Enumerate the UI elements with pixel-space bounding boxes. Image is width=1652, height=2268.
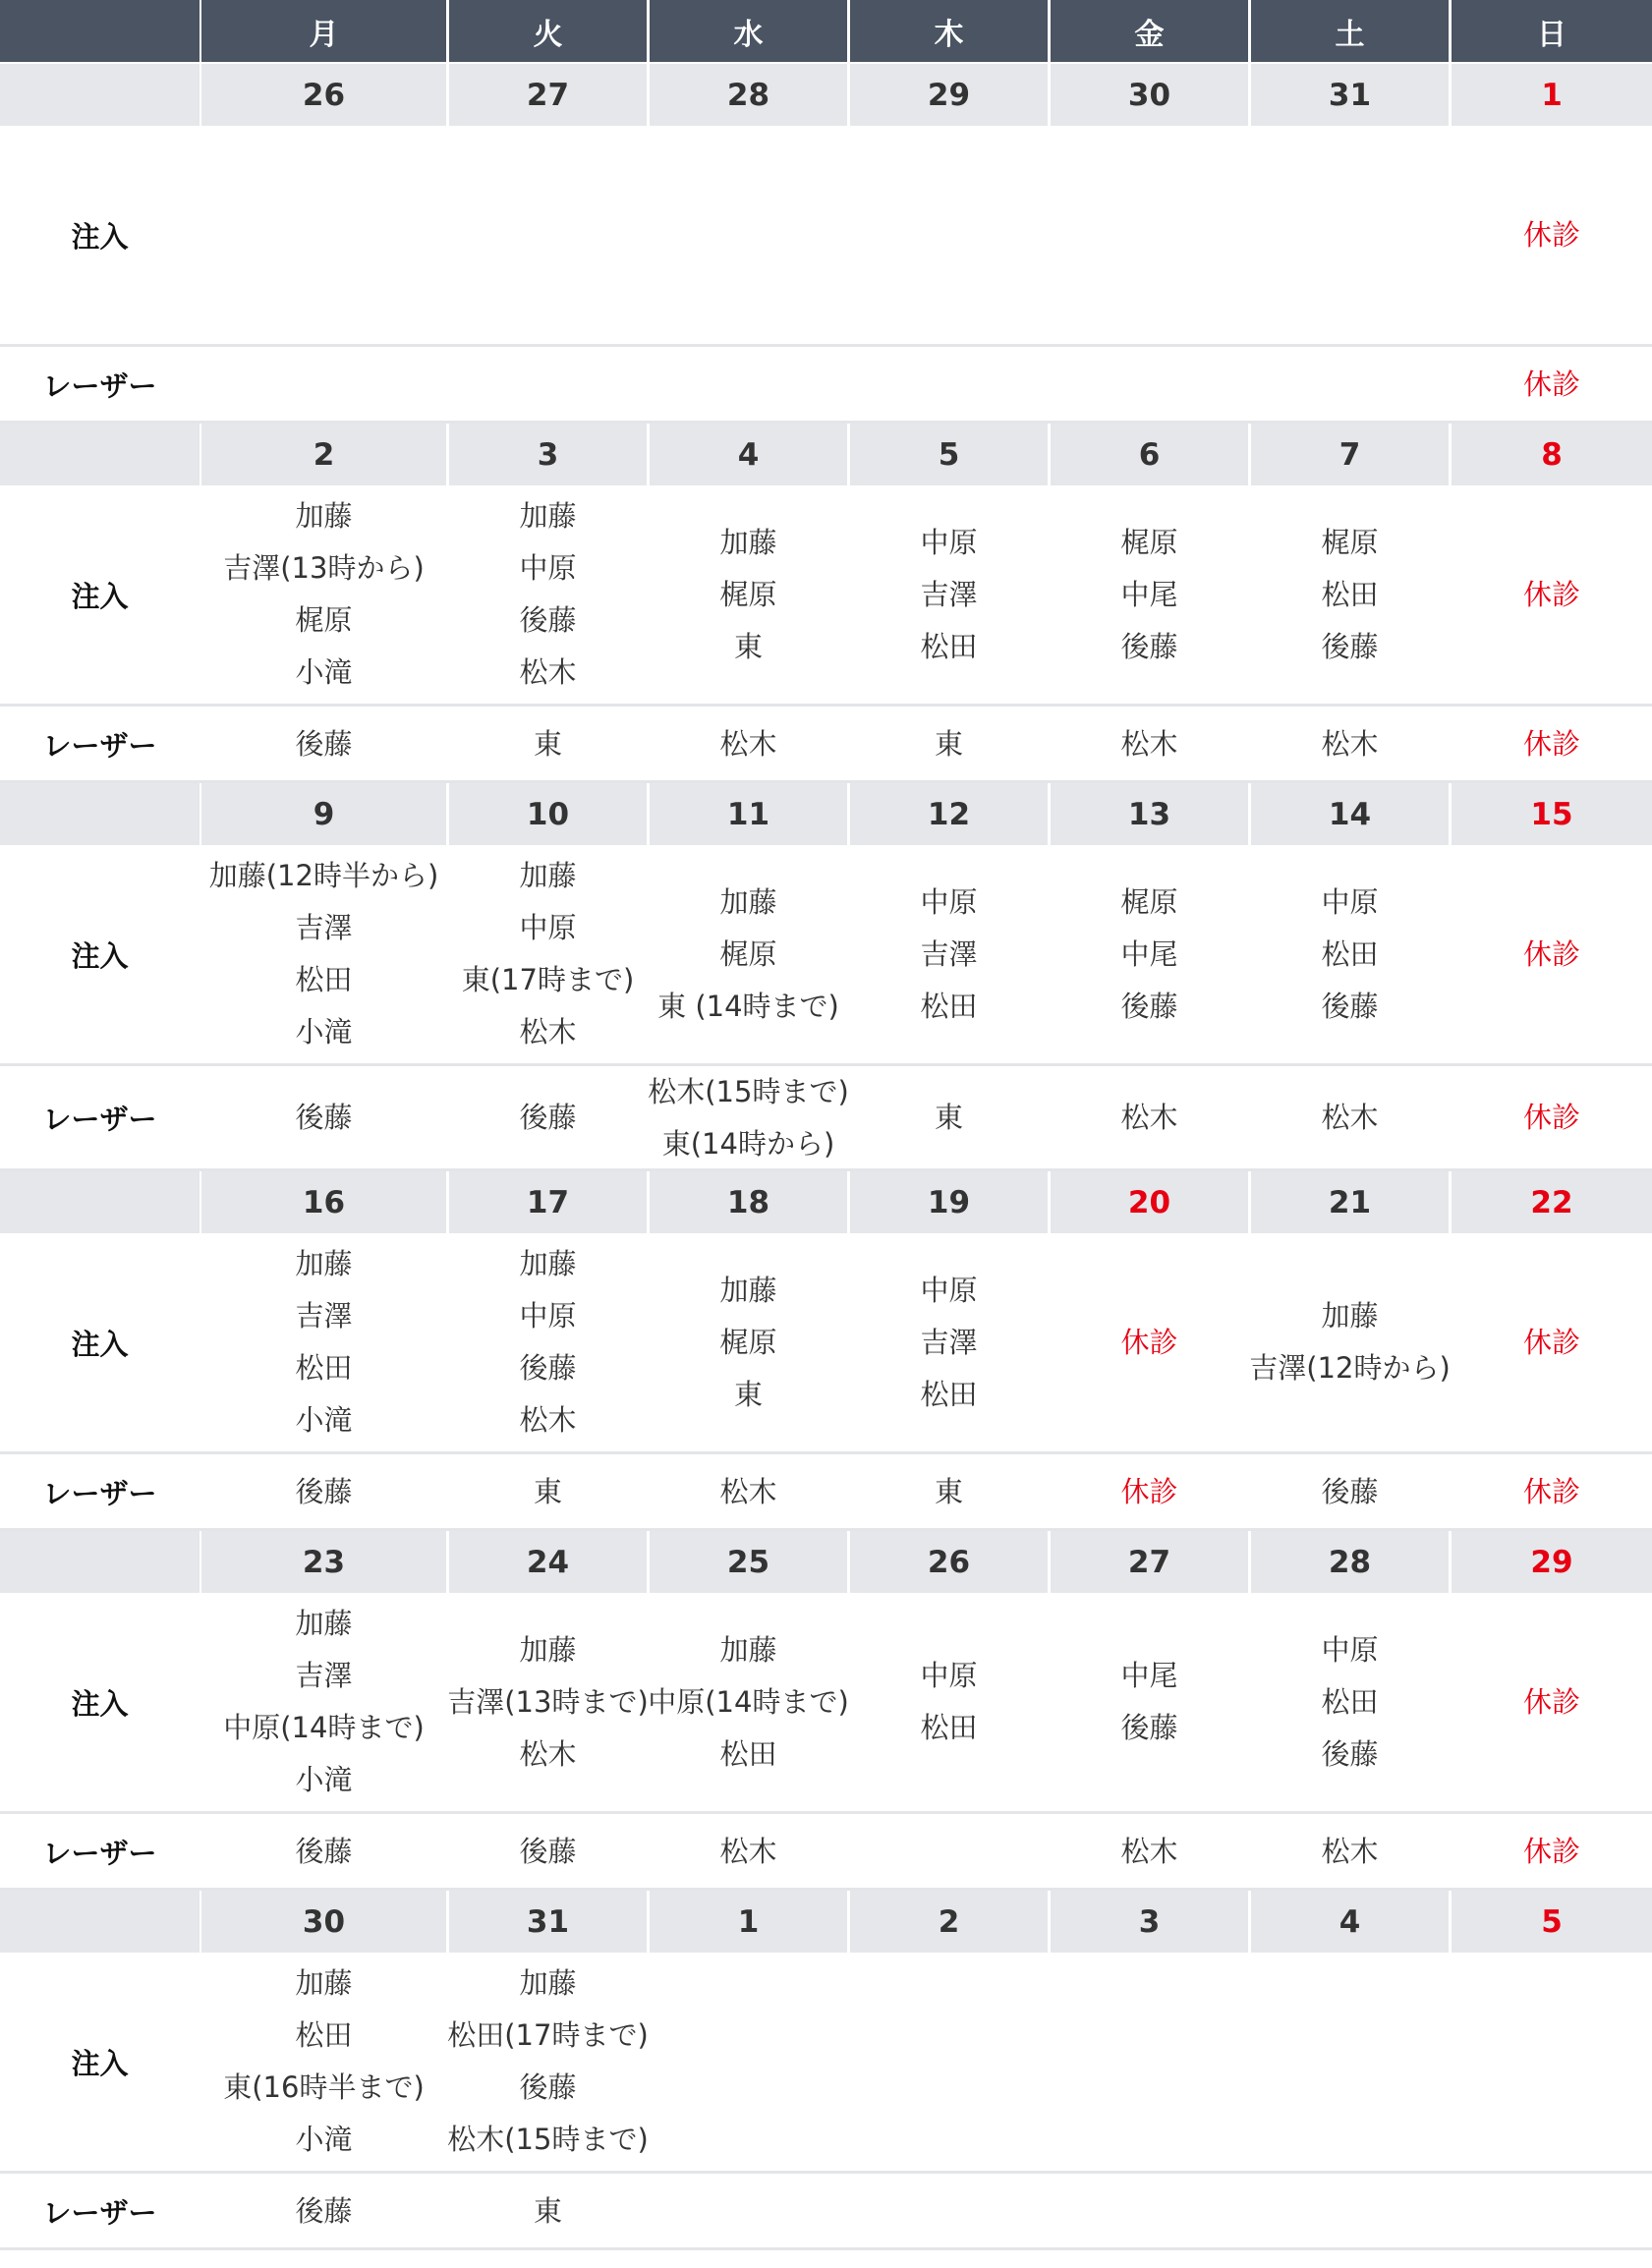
staff-name: 吉澤 (295, 911, 353, 944)
chunyu-cell (449, 126, 647, 344)
date-cell: 19 (850, 1171, 1048, 1233)
row-label-laser: レーザー (42, 2195, 157, 2230)
staff-name: 後藤 (1321, 629, 1379, 663)
staff-name: 後藤 (1120, 629, 1178, 663)
staff-name: 後藤 (519, 2070, 577, 2104)
staff-name: 松木 (1321, 1101, 1379, 1134)
date-cell: 10 (449, 783, 647, 845)
staff-name: 松木(15時まで) (648, 1074, 849, 1108)
staff-name: 吉澤(12時から) (1249, 1351, 1451, 1385)
staff-name: 吉澤 (295, 1659, 353, 1692)
staff-name: 松木 (1321, 1834, 1379, 1868)
staff-name: 東(16時半まで) (223, 2070, 425, 2104)
chunyu-cell (1051, 1233, 1248, 1451)
laser-cell (1452, 2174, 1652, 2248)
header-sat: 土 (1251, 0, 1449, 62)
staff-name: 東 (733, 629, 763, 663)
date-cell: 11 (650, 783, 847, 845)
date-cell: 9 (201, 783, 446, 845)
staff-name: 吉澤(13時まで) (447, 1684, 649, 1719)
laser-cell (449, 347, 647, 422)
staff-name: 中尾 (1120, 1659, 1178, 1692)
laser-cell (1251, 347, 1449, 422)
chunyu-cell (1452, 1233, 1652, 1451)
row-label-chunyu: 注入 (71, 219, 129, 254)
staff-name: 梶原 (719, 577, 777, 611)
date-cell: 13 (1051, 783, 1248, 845)
header-fri: 金 (1051, 0, 1248, 62)
staff-name: 東 (533, 2193, 562, 2228)
laser-cell (1051, 707, 1248, 781)
chunyu-cell (650, 485, 847, 704)
staff-name: 加藤 (719, 1273, 777, 1307)
date-cell: 5 (1452, 1891, 1652, 1953)
chunyu-cell (1452, 485, 1652, 704)
header-mon: 月 (201, 0, 446, 62)
staff-name: 梶原 (719, 1325, 777, 1359)
chunyu-cell (449, 1953, 647, 2171)
closed-label: 休診 (1522, 936, 1580, 971)
date-cell: 30 (201, 1891, 446, 1953)
date-row-spacer (0, 1531, 199, 1593)
laser-cell (1452, 1814, 1652, 1889)
chunyu-cell (201, 126, 446, 344)
staff-name: 中原 (519, 551, 577, 585)
chunyu-cell (1251, 1953, 1449, 2171)
laser-cell (850, 2174, 1048, 2248)
closed-label: 休診 (1522, 1834, 1580, 1868)
staff-name: 松木 (719, 726, 777, 761)
date-cell: 2 (201, 424, 446, 485)
laser-cell (650, 1454, 847, 1529)
chunyu-cell (1251, 845, 1449, 1063)
staff-name: 吉澤(13時から) (223, 551, 425, 585)
row-label-chunyu: 注入 (71, 1686, 129, 1721)
chunyu-cell (850, 1953, 1048, 2171)
row-label-laser: レーザー (42, 1836, 157, 1870)
date-cell: 12 (850, 783, 1048, 845)
laser-cell (449, 1454, 647, 1529)
staff-name: 加藤 (295, 499, 353, 533)
closed-label: 休診 (1120, 1325, 1178, 1359)
chunyu-cell (1051, 1593, 1248, 1811)
chunyu-cell (1051, 126, 1248, 344)
closed-label: 休診 (1522, 577, 1580, 611)
laser-cell (650, 2174, 847, 2248)
laser-cell (1251, 2174, 1449, 2248)
staff-name: 後藤 (295, 1101, 353, 1134)
laser-cell (201, 1066, 446, 1169)
staff-name: 松田 (295, 1351, 353, 1385)
date-cell: 18 (650, 1171, 847, 1233)
laser-cell (650, 1814, 847, 1889)
chunyu-cell (850, 1593, 1048, 1811)
chunyu-cell (449, 1593, 647, 1811)
staff-name: 小滝 (295, 1015, 353, 1049)
staff-name: 梶原 (719, 936, 777, 971)
staff-name: 後藤 (295, 726, 353, 761)
header-label (0, 0, 199, 62)
chunyu-cell (201, 1233, 446, 1451)
date-cell: 14 (1251, 783, 1449, 845)
staff-name: 梶原 (1321, 525, 1379, 559)
staff-name: 松田 (1321, 936, 1379, 971)
date-cell: 26 (201, 64, 446, 126)
staff-name: 松木 (1120, 726, 1178, 761)
staff-name: 松田 (295, 963, 353, 996)
staff-name: 後藤 (1120, 989, 1178, 1023)
laser-cell (1251, 1066, 1449, 1169)
date-cell: 31 (449, 1891, 647, 1953)
row-label-laser: レーザー (42, 728, 157, 763)
header-sun: 日 (1452, 0, 1652, 62)
chunyu-cell (1452, 126, 1652, 344)
chunyu-cell (850, 485, 1048, 704)
staff-name: 東 (533, 726, 562, 761)
laser-cell (449, 1814, 647, 1889)
laser-cell (1251, 707, 1449, 781)
date-cell: 31 (1251, 64, 1449, 126)
row-label-chunyu: 注入 (71, 938, 129, 973)
date-cell: 15 (1452, 783, 1652, 845)
chunyu-cell (1251, 1593, 1449, 1811)
chunyu-cell (1251, 1233, 1449, 1451)
staff-name: 松田 (920, 989, 978, 1023)
laser-cell (850, 707, 1048, 781)
staff-name: 中原(14時まで) (648, 1684, 849, 1719)
laser-cell (1452, 347, 1652, 422)
staff-name: 後藤 (519, 1351, 577, 1385)
staff-name: 中原 (920, 1659, 978, 1692)
staff-name: 東 (733, 1377, 763, 1411)
staff-name: 加藤 (1321, 1299, 1379, 1332)
laser-cell (449, 1066, 647, 1169)
staff-name: 加藤 (519, 1966, 577, 2000)
row-label-chunyu: 注入 (71, 2046, 129, 2080)
laser-cell (650, 1066, 847, 1169)
date-cell: 27 (449, 64, 647, 126)
staff-name: 松木 (519, 655, 577, 689)
date-cell: 27 (1051, 1531, 1248, 1593)
staff-name: 小滝 (295, 2123, 353, 2156)
date-cell: 8 (1452, 424, 1652, 485)
staff-name: 後藤 (295, 2193, 353, 2228)
date-row-spacer (0, 64, 199, 126)
staff-name: 松木 (719, 1834, 777, 1868)
staff-name: 東(17時まで) (461, 963, 635, 996)
row-label-chunyu: 注入 (71, 1327, 129, 1361)
laser-cell (650, 347, 847, 422)
staff-name: 松田 (719, 1736, 777, 1771)
date-cell: 29 (850, 64, 1048, 126)
chunyu-cell (1452, 1953, 1652, 2171)
staff-name: 中尾 (1120, 936, 1178, 971)
date-cell: 22 (1452, 1171, 1652, 1233)
closed-label: 休診 (1522, 1101, 1580, 1134)
date-cell: 21 (1251, 1171, 1449, 1233)
laser-cell (449, 707, 647, 781)
laser-cell (1051, 2174, 1248, 2248)
staff-name: 後藤 (1321, 989, 1379, 1023)
staff-name: 松木 (519, 1736, 577, 1771)
laser-cell (1452, 707, 1652, 781)
row-label-laser: レーザー (42, 1103, 157, 1136)
date-cell: 23 (201, 1531, 446, 1593)
staff-name: 中原 (920, 884, 978, 919)
date-row-spacer (0, 1891, 199, 1953)
closed-label: 休診 (1120, 1474, 1178, 1508)
chunyu-cell (650, 126, 847, 344)
laser-cell (201, 1814, 446, 1889)
laser-cell (850, 1814, 1048, 1889)
date-cell: 1 (650, 1891, 847, 1953)
laser-cell (201, 1454, 446, 1529)
date-cell: 5 (850, 424, 1048, 485)
date-row-spacer (0, 783, 199, 845)
staff-name: 松田 (1321, 1684, 1379, 1719)
date-cell: 30 (1051, 64, 1248, 126)
staff-name: 後藤 (519, 1834, 577, 1868)
staff-name: 後藤 (295, 1474, 353, 1508)
chunyu-cell (850, 845, 1048, 1063)
laser-cell (850, 347, 1048, 422)
chunyu-cell (201, 485, 446, 704)
staff-name: 中原 (519, 1299, 577, 1332)
chunyu-cell (1051, 1953, 1248, 2171)
chunyu-cell (1051, 485, 1248, 704)
laser-cell (1051, 347, 1248, 422)
date-cell: 17 (449, 1171, 647, 1233)
date-cell: 20 (1051, 1171, 1248, 1233)
chunyu-cell (201, 845, 446, 1063)
staff-name: 中原 (920, 525, 978, 559)
staff-name: 松田 (920, 629, 978, 663)
staff-name: 松田 (920, 1711, 978, 1744)
staff-name: 加藤 (719, 884, 777, 919)
staff-name: 松木 (1120, 1101, 1178, 1134)
date-cell: 6 (1051, 424, 1248, 485)
laser-cell (1452, 1066, 1652, 1169)
staff-name: 吉澤 (920, 1325, 978, 1359)
staff-name: 松木 (719, 1474, 777, 1508)
row-label-laser: レーザー (42, 1476, 157, 1510)
staff-name: 東 (934, 726, 963, 761)
staff-name: 松田(17時まで) (447, 2018, 649, 2052)
staff-name: 小滝 (295, 1403, 353, 1437)
staff-name: 加藤 (519, 1632, 577, 1667)
staff-name: 中尾 (1120, 577, 1178, 611)
staff-name: 吉澤 (920, 577, 978, 611)
staff-name: 加藤 (719, 1632, 777, 1667)
chunyu-cell (650, 1593, 847, 1811)
staff-name: 中原(14時まで) (223, 1711, 425, 1744)
closed-label: 休診 (1522, 1684, 1580, 1719)
laser-cell (850, 1454, 1048, 1529)
chunyu-cell (201, 1953, 446, 2171)
laser-cell (1051, 1066, 1248, 1169)
date-cell: 16 (201, 1171, 446, 1233)
staff-name: 加藤 (519, 499, 577, 533)
staff-name: 吉澤 (920, 936, 978, 971)
chunyu-cell (449, 845, 647, 1063)
date-cell: 29 (1452, 1531, 1652, 1593)
date-cell: 28 (1251, 1531, 1449, 1593)
staff-name: 東 (934, 1101, 963, 1134)
date-cell: 4 (1251, 1891, 1449, 1953)
chunyu-cell (850, 126, 1048, 344)
staff-name: 加藤 (719, 525, 777, 559)
closed-label: 休診 (1522, 1325, 1580, 1359)
laser-cell (650, 707, 847, 781)
staff-name: 梶原 (295, 603, 353, 637)
staff-name: 後藤 (295, 1834, 353, 1868)
staff-name: 松田 (1321, 577, 1379, 611)
staff-name: 加藤 (295, 1247, 353, 1280)
laser-cell (1251, 1454, 1449, 1529)
row-label-laser: レーザー (42, 369, 157, 403)
date-cell: 4 (650, 424, 847, 485)
chunyu-cell (1251, 126, 1449, 344)
laser-cell (1051, 1814, 1248, 1889)
chunyu-cell (650, 1953, 847, 2171)
laser-cell (850, 1066, 1048, 1169)
chunyu-cell (1051, 845, 1248, 1063)
date-cell: 3 (449, 424, 647, 485)
row-divider (0, 2247, 1652, 2250)
date-cell: 3 (1051, 1891, 1248, 1953)
header-tue: 火 (449, 0, 647, 62)
staff-name: 東 (934, 1474, 963, 1508)
staff-name: 中原 (920, 1273, 978, 1307)
date-cell: 7 (1251, 424, 1449, 485)
staff-name: 松木 (1120, 1834, 1178, 1868)
chunyu-cell (1452, 1593, 1652, 1811)
staff-name: 梶原 (1120, 525, 1178, 559)
staff-name: 小滝 (295, 655, 353, 689)
laser-cell (201, 347, 446, 422)
chunyu-cell (1251, 485, 1449, 704)
staff-name: 東(14時から) (661, 1126, 835, 1161)
date-row-spacer (0, 424, 199, 485)
chunyu-cell (449, 1233, 647, 1451)
staff-name: 後藤 (519, 603, 577, 637)
staff-name: 東 (533, 1474, 562, 1508)
staff-name: 加藤 (519, 1247, 577, 1280)
staff-name: 加藤 (519, 859, 577, 892)
chunyu-cell (650, 845, 847, 1063)
header-wed: 水 (650, 0, 847, 62)
chunyu-cell (850, 1233, 1048, 1451)
chunyu-cell (449, 485, 647, 704)
staff-name: 松木(15時まで) (447, 2123, 649, 2156)
chunyu-cell (1452, 845, 1652, 1063)
date-cell: 26 (850, 1531, 1048, 1593)
staff-name: 中原 (1321, 1632, 1379, 1667)
staff-name: 梶原 (1120, 884, 1178, 919)
staff-name: 加藤 (295, 1607, 353, 1640)
laser-cell (201, 707, 446, 781)
staff-name: 松田 (920, 1377, 978, 1411)
staff-name: 加藤(12時半から) (208, 859, 439, 892)
date-cell: 2 (850, 1891, 1048, 1953)
staff-name: 後藤 (1120, 1711, 1178, 1744)
chunyu-cell (201, 1593, 446, 1811)
staff-name: 後藤 (1321, 1474, 1379, 1508)
closed-label: 休診 (1522, 367, 1580, 401)
chunyu-cell (650, 1233, 847, 1451)
closed-label: 休診 (1522, 1474, 1580, 1508)
closed-label: 休診 (1522, 217, 1580, 252)
staff-name: 中原 (519, 911, 577, 944)
staff-name: 松木 (519, 1403, 577, 1437)
date-cell: 1 (1452, 64, 1652, 126)
date-row-spacer (0, 1171, 199, 1233)
staff-name: 後藤 (1321, 1736, 1379, 1771)
laser-cell (1251, 1814, 1449, 1889)
laser-cell (449, 2174, 647, 2248)
staff-name: 加藤 (295, 1966, 353, 2000)
row-label-chunyu: 注入 (71, 579, 129, 613)
staff-name: 松木 (1321, 726, 1379, 761)
staff-name: 小滝 (295, 1763, 353, 1796)
laser-cell (201, 2174, 446, 2248)
staff-name: 吉澤 (295, 1299, 353, 1332)
date-cell: 24 (449, 1531, 647, 1593)
laser-cell (1051, 1454, 1248, 1529)
closed-label: 休診 (1522, 726, 1580, 761)
staff-name: 東 (14時まで) (657, 989, 839, 1023)
laser-cell (1452, 1454, 1652, 1529)
staff-name: 松木 (519, 1015, 577, 1049)
date-cell: 25 (650, 1531, 847, 1593)
header-thu: 木 (850, 0, 1048, 62)
date-cell: 28 (650, 64, 847, 126)
staff-name: 松田 (295, 2018, 353, 2052)
staff-name: 後藤 (519, 1101, 577, 1134)
staff-name: 中原 (1321, 884, 1379, 919)
